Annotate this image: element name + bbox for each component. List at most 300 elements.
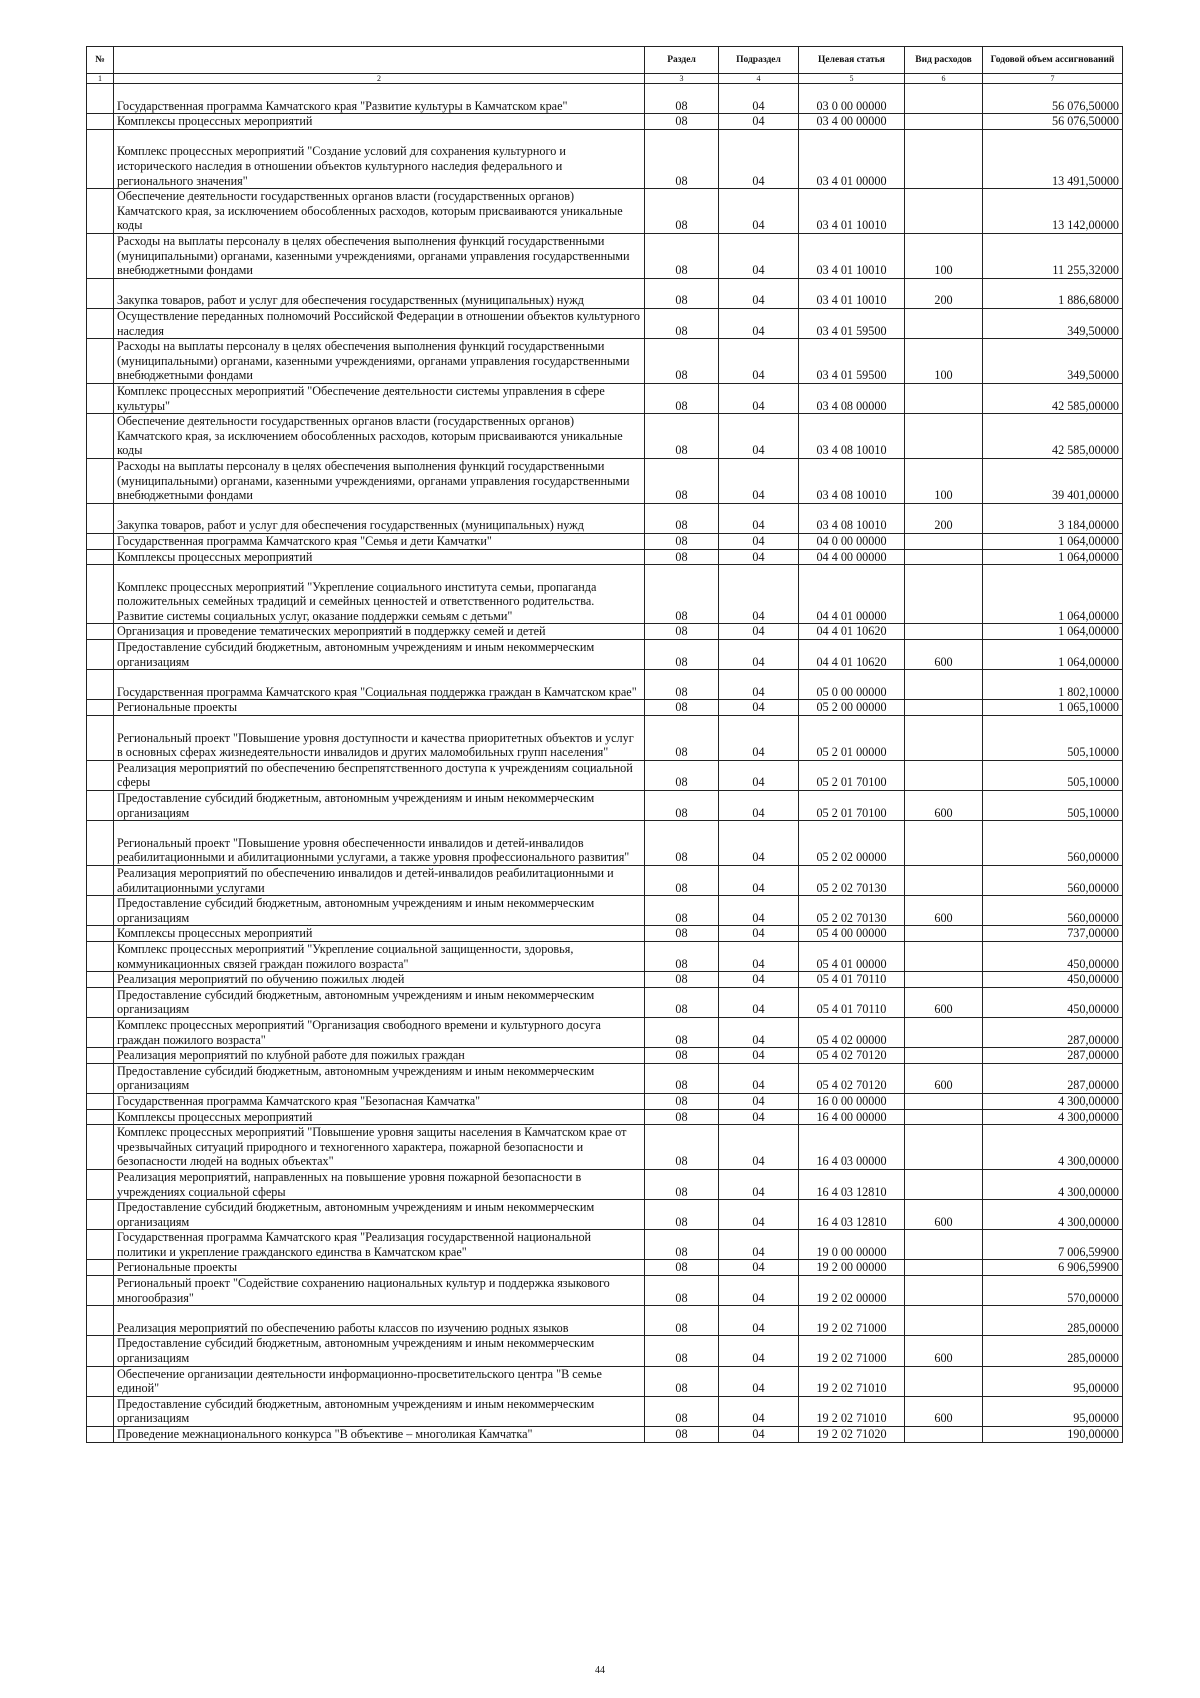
row-section-cell: 08	[645, 233, 719, 278]
table-row	[87, 533, 1123, 549]
row-subsection-cell: 04	[719, 716, 799, 761]
row-target-cell: 04 0 00 00000	[799, 533, 905, 549]
row-number-cell	[87, 129, 114, 188]
row-name-cell: Предоставление субсидий бюджетным, автономным учреждениям и иным некоммерческим организациям	[114, 987, 645, 1017]
row-name-cell: Расходы на выплаты персоналу в целях обеспечения выполнения функций государственными (муниципальными) органами, казенными учреждениями, органами управления государственными внебюджетными фондами	[114, 458, 645, 503]
row-subsection-cell: 04	[719, 339, 799, 384]
header-amount: Годовой объем ассигнований	[983, 47, 1123, 74]
table-row	[87, 1169, 1123, 1199]
row-number-cell	[87, 1276, 114, 1306]
row-section-cell: 08	[645, 1200, 719, 1230]
row-target-cell: 19 2 00 00000	[799, 1260, 905, 1276]
row-amount-cell: 13 491,50000	[983, 129, 1123, 188]
row-section-cell: 08	[645, 549, 719, 565]
table-row	[87, 458, 1123, 503]
row-target-cell: 03 4 00 00000	[799, 114, 905, 130]
table-row	[87, 308, 1123, 338]
row-subsection-cell: 04	[719, 84, 799, 114]
row-name-cell: Расходы на выплаты персоналу в целях обеспечения выполнения функций государственными (муниципальными) органами, казенными учреждениями, органами управления государственными внебюджетными фондами	[114, 339, 645, 384]
row-target-cell: 03 0 00 00000	[799, 84, 905, 114]
row-exp-type-cell	[905, 760, 983, 790]
table-body	[87, 84, 1123, 1443]
row-section-cell: 08	[645, 941, 719, 971]
table-row	[87, 791, 1123, 821]
row-name-cell: Реализация мероприятий по обучению пожилых людей	[114, 972, 645, 988]
row-target-cell: 05 4 01 70110	[799, 972, 905, 988]
row-number-cell	[87, 716, 114, 761]
row-subsection-cell: 04	[719, 1276, 799, 1306]
row-section-cell: 08	[645, 383, 719, 413]
row-name-cell: Комплекс процессных мероприятий "Укрепление социального института семьи, пропаганда положительных семейных традиций и семейных ценностей и ответственного родительства. Развитие системы социальных услуг, оказание поддержки семьям с детьми"	[114, 565, 645, 624]
row-name-cell: Реализация мероприятий по обеспечению инвалидов и детей-инвалидов реабилитационными и абилитационными услугами	[114, 866, 645, 896]
index-cell: 6	[905, 74, 983, 84]
row-exp-type-cell: 200	[905, 503, 983, 533]
row-subsection-cell: 04	[719, 1109, 799, 1125]
row-target-cell: 19 0 00 00000	[799, 1230, 905, 1260]
row-number-cell	[87, 670, 114, 700]
row-subsection-cell: 04	[719, 1048, 799, 1064]
row-exp-type-cell	[905, 700, 983, 716]
row-section-cell: 08	[645, 1125, 719, 1170]
row-amount-cell: 1 802,10000	[983, 670, 1123, 700]
row-subsection-cell: 04	[719, 1336, 799, 1366]
row-name-cell: Предоставление субсидий бюджетным, автономным учреждениям и иным некоммерческим организациям	[114, 1063, 645, 1093]
row-exp-type-cell	[905, 1260, 983, 1276]
row-target-cell: 16 4 03 12810	[799, 1200, 905, 1230]
row-name-cell: Комплексы процессных мероприятий	[114, 549, 645, 565]
row-exp-type-cell	[905, 1306, 983, 1336]
row-subsection-cell: 04	[719, 1260, 799, 1276]
table-row	[87, 549, 1123, 565]
table-row	[87, 821, 1123, 866]
row-name-cell: Обеспечение организации деятельности информационно-просветительского центра "В семье единой"	[114, 1366, 645, 1396]
row-amount-cell: 56 076,50000	[983, 114, 1123, 130]
table-row	[87, 700, 1123, 716]
row-subsection-cell: 04	[719, 533, 799, 549]
row-target-cell: 19 2 02 71000	[799, 1306, 905, 1336]
row-section-cell: 08	[645, 565, 719, 624]
row-amount-cell: 560,00000	[983, 896, 1123, 926]
table-row	[87, 114, 1123, 130]
row-section-cell: 08	[645, 1093, 719, 1109]
row-target-cell: 16 4 03 00000	[799, 1125, 905, 1170]
row-exp-type-cell	[905, 565, 983, 624]
row-subsection-cell: 04	[719, 278, 799, 308]
row-amount-cell: 1 886,68000	[983, 278, 1123, 308]
table-row	[87, 233, 1123, 278]
row-name-cell: Комплекс процессных мероприятий "Организация свободного времени и культурного досуга граждан пожилого возраста"	[114, 1017, 645, 1047]
row-number-cell	[87, 896, 114, 926]
row-amount-cell: 560,00000	[983, 866, 1123, 896]
row-name-cell: Комплекс процессных мероприятий "Обеспечение деятельности системы управления в сфере культуры"	[114, 383, 645, 413]
row-name-cell: Предоставление субсидий бюджетным, автономным учреждениям и иным некоммерческим организациям	[114, 791, 645, 821]
row-subsection-cell: 04	[719, 308, 799, 338]
row-section-cell: 08	[645, 1017, 719, 1047]
row-subsection-cell: 04	[719, 640, 799, 670]
row-exp-type-cell: 600	[905, 1200, 983, 1230]
row-target-cell: 03 4 08 10010	[799, 503, 905, 533]
row-target-cell: 03 4 08 10010	[799, 458, 905, 503]
table-row	[87, 503, 1123, 533]
table-row	[87, 1260, 1123, 1276]
row-name-cell: Региональный проект "Повышение уровня доступности и качества приоритетных объектов и услуг в основных сферах жизнедеятельности инвалидов и других маломобильных групп населения"	[114, 716, 645, 761]
row-section-cell: 08	[645, 1276, 719, 1306]
row-name-cell: Осуществление переданных полномочий Российской Федерации в отношении объектов культурного наследия	[114, 308, 645, 338]
row-number-cell	[87, 1306, 114, 1336]
row-name-cell: Комплекс процессных мероприятий "Укрепление социальной защищенности, здоровья, коммуникационных связей граждан пожилого возраста"	[114, 941, 645, 971]
table-row	[87, 1366, 1123, 1396]
row-amount-cell: 42 585,00000	[983, 383, 1123, 413]
row-subsection-cell: 04	[719, 624, 799, 640]
row-name-cell: Реализация мероприятий по клубной работе для пожилых граждан	[114, 1048, 645, 1064]
budget-table	[86, 46, 1123, 1443]
row-exp-type-cell	[905, 1427, 983, 1443]
row-target-cell: 05 4 01 00000	[799, 941, 905, 971]
row-amount-cell: 6 906,59900	[983, 1260, 1123, 1276]
row-name-cell: Предоставление субсидий бюджетным, автономным учреждениям и иным некоммерческим организациям	[114, 640, 645, 670]
row-number-cell	[87, 458, 114, 503]
row-number-cell	[87, 1336, 114, 1366]
row-number-cell	[87, 1366, 114, 1396]
row-target-cell: 04 4 01 10620	[799, 640, 905, 670]
row-subsection-cell: 04	[719, 1366, 799, 1396]
row-target-cell: 16 4 03 12810	[799, 1169, 905, 1199]
row-section-cell: 08	[645, 339, 719, 384]
row-amount-cell: 190,00000	[983, 1427, 1123, 1443]
row-name-cell: Расходы на выплаты персоналу в целях обеспечения выполнения функций государственными (муниципальными) органами, казенными учреждениями, органами управления государственными внебюджетными фондами	[114, 233, 645, 278]
row-section-cell: 08	[645, 1169, 719, 1199]
row-name-cell: Реализация мероприятий по обеспечению работы классов по изучению родных языков	[114, 1306, 645, 1336]
header-subsection: Подраздел	[719, 47, 799, 74]
row-target-cell: 03 4 08 00000	[799, 383, 905, 413]
row-subsection-cell: 04	[719, 1063, 799, 1093]
row-exp-type-cell	[905, 1125, 983, 1170]
row-section-cell: 08	[645, 987, 719, 1017]
row-number-cell	[87, 1200, 114, 1230]
row-amount-cell: 450,00000	[983, 972, 1123, 988]
row-section-cell: 08	[645, 624, 719, 640]
table-row	[87, 1276, 1123, 1306]
table-row	[87, 926, 1123, 942]
index-cell: 2	[114, 74, 645, 84]
row-subsection-cell: 04	[719, 458, 799, 503]
table-row	[87, 1063, 1123, 1093]
table-row	[87, 565, 1123, 624]
row-target-cell: 05 2 02 70130	[799, 896, 905, 926]
row-name-cell: Комплекс процессных мероприятий "Повышение уровня защиты населения в Камчатском крае от чрезвычайных ситуаций природного и техногенного характера, пожарной безопасности и безопасности людей на водных объектах"	[114, 1125, 645, 1170]
row-target-cell: 03 4 01 59500	[799, 339, 905, 384]
header-name	[114, 47, 645, 74]
row-name-cell: Региональные проекты	[114, 700, 645, 716]
row-target-cell: 05 4 02 70120	[799, 1048, 905, 1064]
row-subsection-cell: 04	[719, 233, 799, 278]
row-subsection-cell: 04	[719, 791, 799, 821]
table-row	[87, 640, 1123, 670]
row-section-cell: 08	[645, 1048, 719, 1064]
row-number-cell	[87, 339, 114, 384]
row-amount-cell: 349,50000	[983, 308, 1123, 338]
row-section-cell: 08	[645, 503, 719, 533]
row-target-cell: 04 4 01 10620	[799, 624, 905, 640]
row-section-cell: 08	[645, 1336, 719, 1366]
row-number-cell	[87, 1260, 114, 1276]
row-exp-type-cell	[905, 941, 983, 971]
row-exp-type-cell	[905, 114, 983, 130]
row-name-cell: Организация и проведение тематических мероприятий в поддержку семей и детей	[114, 624, 645, 640]
row-target-cell: 05 4 02 70120	[799, 1063, 905, 1093]
row-section-cell: 08	[645, 1109, 719, 1125]
row-section-cell: 08	[645, 1306, 719, 1336]
row-section-cell: 08	[645, 84, 719, 114]
row-exp-type-cell	[905, 866, 983, 896]
row-name-cell: Обеспечение деятельности государственных органов власти (государственных органов) Камчатского края, за исключением обособленных расходов, которым присваиваются уникальные коды	[114, 414, 645, 459]
row-name-cell: Региональный проект "Повышение уровня обеспеченности инвалидов и детей-инвалидов реабилитационными и абилитационными услугами, а также уровня профессионального развития"	[114, 821, 645, 866]
row-section-cell: 08	[645, 1427, 719, 1443]
table-row	[87, 987, 1123, 1017]
row-amount-cell: 4 300,00000	[983, 1169, 1123, 1199]
row-amount-cell: 560,00000	[983, 821, 1123, 866]
row-subsection-cell: 04	[719, 700, 799, 716]
row-target-cell: 19 2 02 71010	[799, 1366, 905, 1396]
header-exp-type: Вид расходов	[905, 47, 983, 74]
row-target-cell: 05 2 02 00000	[799, 821, 905, 866]
row-target-cell: 05 2 02 70130	[799, 866, 905, 896]
row-amount-cell: 287,00000	[983, 1063, 1123, 1093]
row-number-cell	[87, 233, 114, 278]
row-target-cell: 03 4 08 10010	[799, 414, 905, 459]
row-number-cell	[87, 821, 114, 866]
row-number-cell	[87, 414, 114, 459]
row-subsection-cell: 04	[719, 1306, 799, 1336]
row-section-cell: 08	[645, 1366, 719, 1396]
row-number-cell	[87, 700, 114, 716]
row-section-cell: 08	[645, 458, 719, 503]
row-amount-cell: 737,00000	[983, 926, 1123, 942]
table-header-row	[87, 47, 1123, 74]
row-target-cell: 03 4 01 00000	[799, 129, 905, 188]
row-exp-type-cell	[905, 624, 983, 640]
row-section-cell: 08	[645, 896, 719, 926]
table-row	[87, 1396, 1123, 1426]
row-name-cell: Реализация мероприятий по обеспечению беспрепятственного доступа к учреждениям социальной сферы	[114, 760, 645, 790]
row-number-cell	[87, 565, 114, 624]
row-target-cell: 03 4 01 10010	[799, 233, 905, 278]
row-section-cell: 08	[645, 866, 719, 896]
row-exp-type-cell	[905, 549, 983, 565]
table-row	[87, 716, 1123, 761]
table-row	[87, 1200, 1123, 1230]
row-section-cell: 08	[645, 716, 719, 761]
row-amount-cell: 13 142,00000	[983, 189, 1123, 234]
index-cell: 1	[87, 74, 114, 84]
table-row	[87, 1427, 1123, 1443]
row-exp-type-cell: 600	[905, 1063, 983, 1093]
row-target-cell: 05 2 01 00000	[799, 716, 905, 761]
row-number-cell	[87, 1048, 114, 1064]
row-section-cell: 08	[645, 129, 719, 188]
row-exp-type-cell	[905, 84, 983, 114]
index-cell: 7	[983, 74, 1123, 84]
row-name-cell: Государственная программа Камчатского края "Социальная поддержка граждан в Камчатском крае"	[114, 670, 645, 700]
row-subsection-cell: 04	[719, 1017, 799, 1047]
row-subsection-cell: 04	[719, 866, 799, 896]
row-exp-type-cell: 600	[905, 987, 983, 1017]
row-subsection-cell: 04	[719, 1427, 799, 1443]
row-target-cell: 19 2 02 00000	[799, 1276, 905, 1306]
row-subsection-cell: 04	[719, 503, 799, 533]
row-subsection-cell: 04	[719, 383, 799, 413]
row-name-cell: Предоставление субсидий бюджетным, автономным учреждениям и иным некоммерческим организациям	[114, 896, 645, 926]
row-amount-cell: 450,00000	[983, 941, 1123, 971]
row-section-cell: 08	[645, 308, 719, 338]
row-number-cell	[87, 1169, 114, 1199]
row-target-cell: 16 4 00 00000	[799, 1109, 905, 1125]
table-row	[87, 670, 1123, 700]
row-section-cell: 08	[645, 926, 719, 942]
row-section-cell: 08	[645, 1260, 719, 1276]
table-row	[87, 1230, 1123, 1260]
row-subsection-cell: 04	[719, 896, 799, 926]
index-cell: 4	[719, 74, 799, 84]
row-amount-cell: 1 064,00000	[983, 549, 1123, 565]
row-target-cell: 05 4 00 00000	[799, 926, 905, 942]
row-amount-cell: 287,00000	[983, 1017, 1123, 1047]
row-name-cell: Государственная программа Камчатского края "Реализация государственной национальной политики и укрепление гражданского единства в Камчатском крае"	[114, 1230, 645, 1260]
row-number-cell	[87, 533, 114, 549]
table-row	[87, 896, 1123, 926]
row-section-cell: 08	[645, 414, 719, 459]
header-num: №	[87, 47, 114, 74]
row-section-cell: 08	[645, 1230, 719, 1260]
page-number: 44	[595, 1665, 605, 1676]
row-subsection-cell: 04	[719, 972, 799, 988]
table-row	[87, 84, 1123, 114]
row-exp-type-cell	[905, 414, 983, 459]
row-number-cell	[87, 114, 114, 130]
row-exp-type-cell	[905, 308, 983, 338]
row-subsection-cell: 04	[719, 114, 799, 130]
row-target-cell: 03 4 01 10010	[799, 278, 905, 308]
row-name-cell: Государственная программа Камчатского края "Безопасная Камчатка"	[114, 1093, 645, 1109]
row-name-cell: Региональные проекты	[114, 1260, 645, 1276]
row-subsection-cell: 04	[719, 1093, 799, 1109]
row-amount-cell: 505,10000	[983, 760, 1123, 790]
row-number-cell	[87, 84, 114, 114]
table-row	[87, 972, 1123, 988]
row-section-cell: 08	[645, 189, 719, 234]
row-exp-type-cell	[905, 670, 983, 700]
table-row	[87, 760, 1123, 790]
row-amount-cell: 42 585,00000	[983, 414, 1123, 459]
table-row	[87, 1336, 1123, 1366]
row-target-cell: 04 4 00 00000	[799, 549, 905, 565]
row-amount-cell: 505,10000	[983, 791, 1123, 821]
row-section-cell: 08	[645, 278, 719, 308]
row-target-cell: 19 2 02 71000	[799, 1336, 905, 1366]
column-index-row	[87, 74, 1123, 84]
row-amount-cell: 505,10000	[983, 716, 1123, 761]
row-exp-type-cell	[905, 533, 983, 549]
row-subsection-cell: 04	[719, 189, 799, 234]
row-amount-cell: 95,00000	[983, 1366, 1123, 1396]
row-number-cell	[87, 1063, 114, 1093]
table-row	[87, 189, 1123, 234]
row-section-cell: 08	[645, 640, 719, 670]
row-number-cell	[87, 972, 114, 988]
row-subsection-cell: 04	[719, 129, 799, 188]
table-row	[87, 941, 1123, 971]
row-exp-type-cell	[905, 1017, 983, 1047]
row-amount-cell: 56 076,50000	[983, 84, 1123, 114]
row-subsection-cell: 04	[719, 1169, 799, 1199]
row-number-cell	[87, 1427, 114, 1443]
row-number-cell	[87, 503, 114, 533]
row-section-cell: 08	[645, 821, 719, 866]
row-subsection-cell: 04	[719, 1396, 799, 1426]
row-subsection-cell: 04	[719, 1230, 799, 1260]
row-section-cell: 08	[645, 114, 719, 130]
row-target-cell: 04 4 01 00000	[799, 565, 905, 624]
row-section-cell: 08	[645, 670, 719, 700]
row-amount-cell: 95,00000	[983, 1396, 1123, 1426]
row-exp-type-cell	[905, 1093, 983, 1109]
header-target: Целевая статья	[799, 47, 905, 74]
row-name-cell: Реализация мероприятий, направленных на повышение уровня пожарной безопасности в учреждениях социальной сферы	[114, 1169, 645, 1199]
row-section-cell: 08	[645, 760, 719, 790]
row-name-cell: Предоставление субсидий бюджетным, автономным учреждениям и иным некоммерческим организациям	[114, 1396, 645, 1426]
table-row	[87, 1093, 1123, 1109]
row-target-cell: 05 0 00 00000	[799, 670, 905, 700]
row-amount-cell: 1 064,00000	[983, 565, 1123, 624]
row-number-cell	[87, 278, 114, 308]
row-amount-cell: 11 255,32000	[983, 233, 1123, 278]
row-subsection-cell: 04	[719, 565, 799, 624]
row-exp-type-cell: 600	[905, 1336, 983, 1366]
row-amount-cell: 450,00000	[983, 987, 1123, 1017]
row-exp-type-cell: 600	[905, 1396, 983, 1426]
row-exp-type-cell	[905, 129, 983, 188]
row-exp-type-cell	[905, 716, 983, 761]
row-exp-type-cell: 200	[905, 278, 983, 308]
row-name-cell: Региональный проект "Содействие сохранению национальных культур и поддержка языкового многообразия"	[114, 1276, 645, 1306]
row-number-cell	[87, 760, 114, 790]
row-target-cell: 03 4 01 59500	[799, 308, 905, 338]
row-subsection-cell: 04	[719, 760, 799, 790]
table-row	[87, 624, 1123, 640]
row-target-cell: 05 4 01 70110	[799, 987, 905, 1017]
table-row	[87, 414, 1123, 459]
row-amount-cell: 4 300,00000	[983, 1200, 1123, 1230]
table-row	[87, 1109, 1123, 1125]
row-target-cell: 05 2 01 70100	[799, 791, 905, 821]
table-row	[87, 866, 1123, 896]
row-section-cell: 08	[645, 533, 719, 549]
table-row	[87, 1306, 1123, 1336]
row-amount-cell: 570,00000	[983, 1276, 1123, 1306]
row-number-cell	[87, 941, 114, 971]
table-row	[87, 278, 1123, 308]
row-exp-type-cell	[905, 972, 983, 988]
row-number-cell	[87, 1093, 114, 1109]
row-number-cell	[87, 866, 114, 896]
row-amount-cell: 39 401,00000	[983, 458, 1123, 503]
row-target-cell: 03 4 01 10010	[799, 189, 905, 234]
row-target-cell: 05 2 00 00000	[799, 700, 905, 716]
row-subsection-cell: 04	[719, 987, 799, 1017]
row-target-cell: 19 2 02 71020	[799, 1427, 905, 1443]
row-number-cell	[87, 791, 114, 821]
row-exp-type-cell	[905, 926, 983, 942]
